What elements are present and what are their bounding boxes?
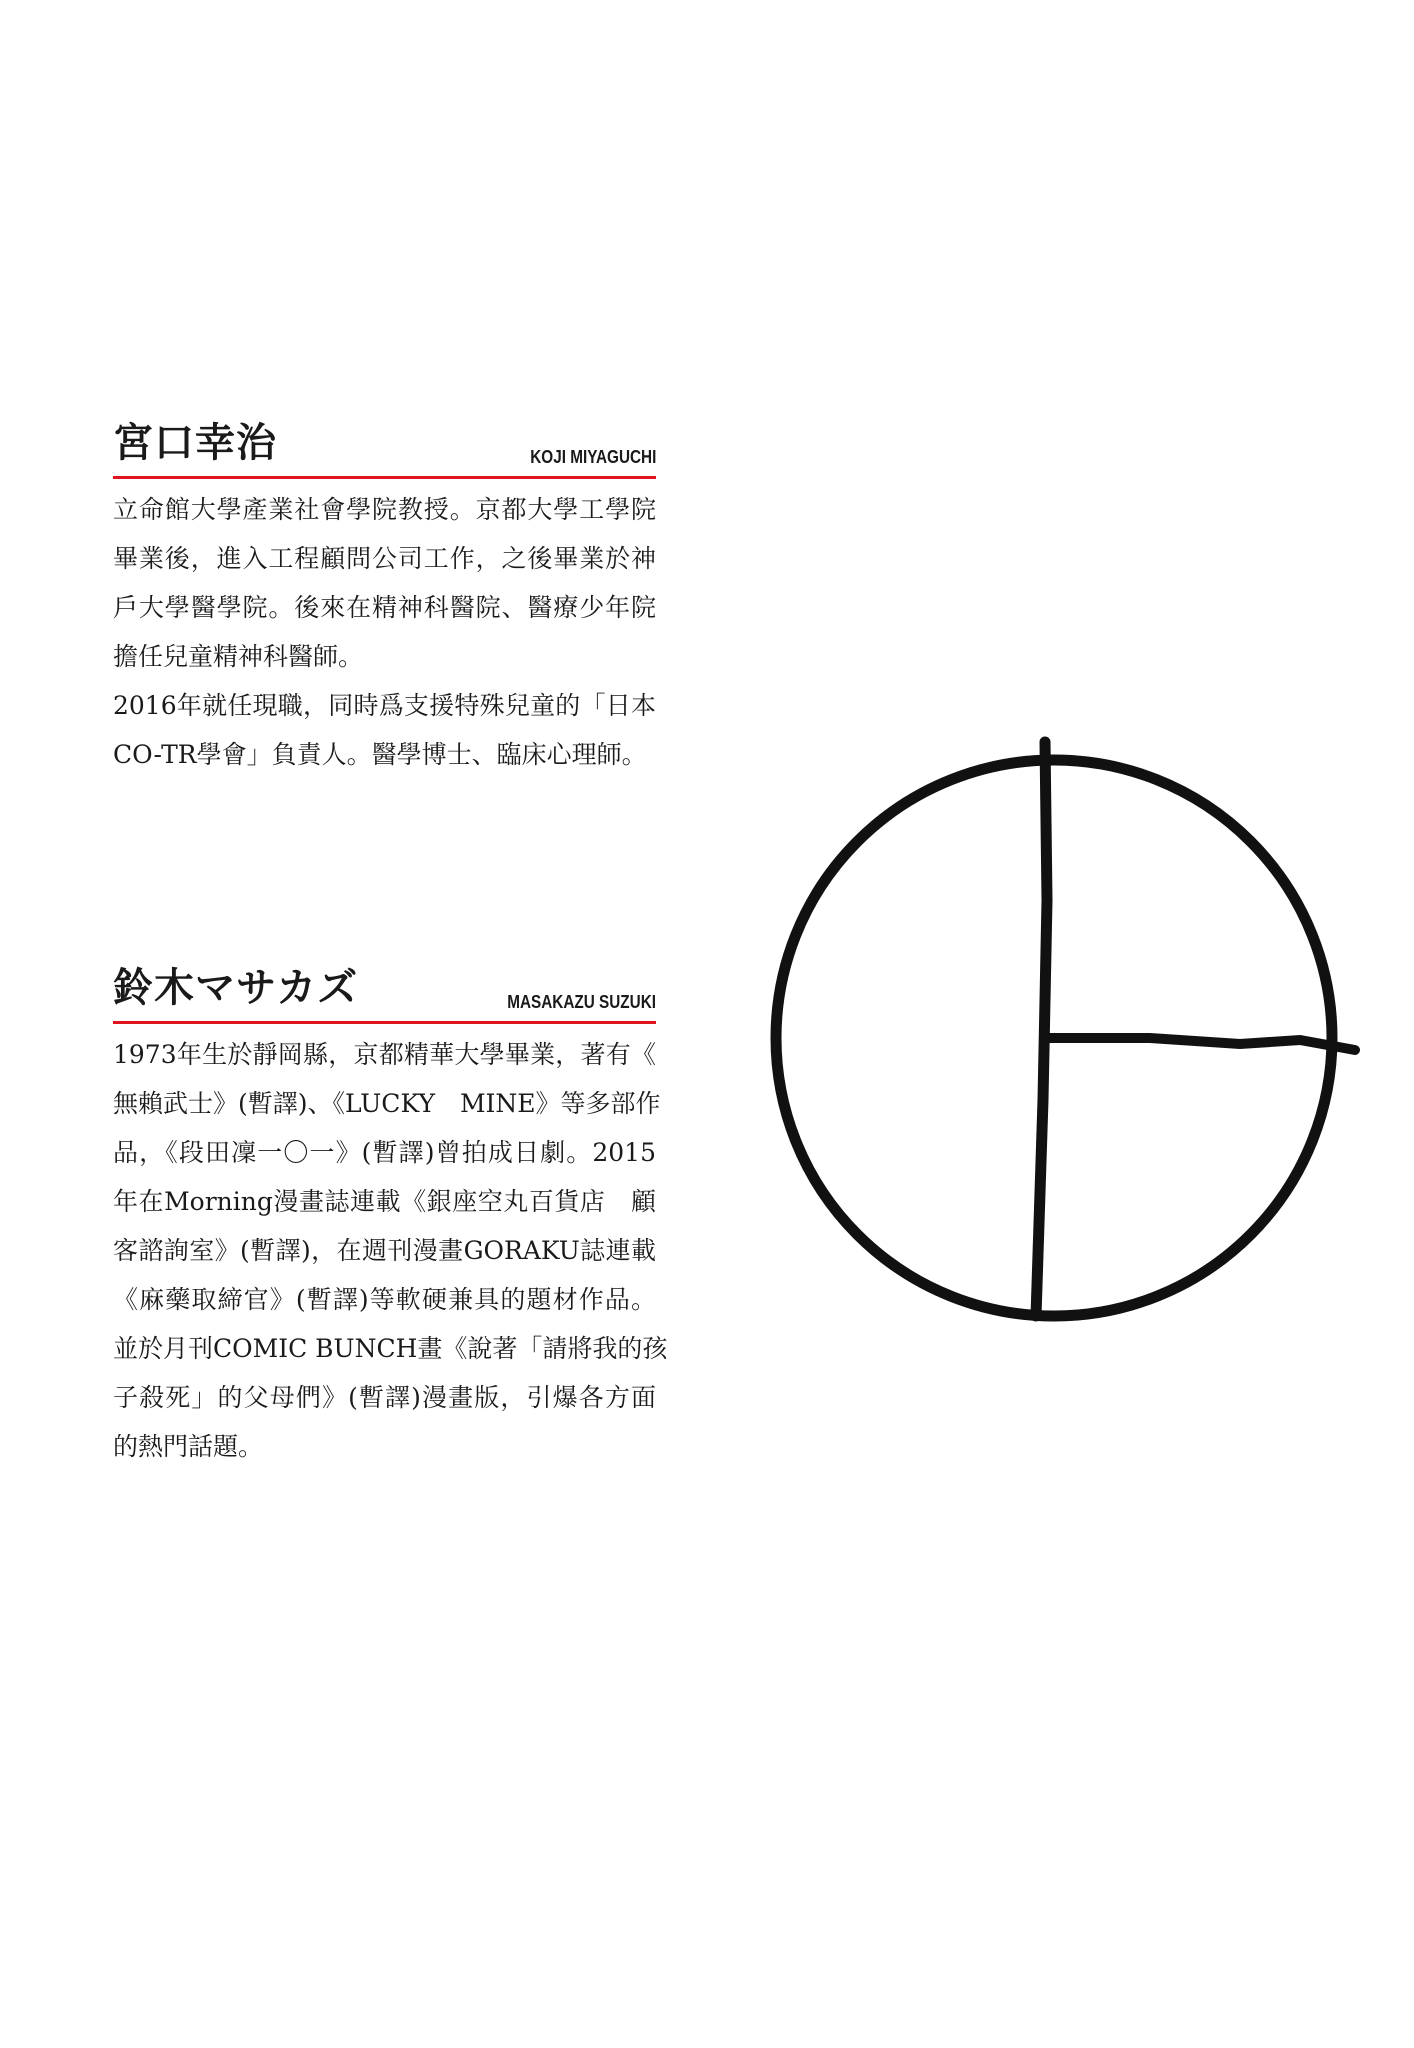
bio-line: 立命館大學產業社會學院教授。京都大學工學院 bbox=[113, 495, 656, 524]
bio-line: 畢業後，進入工程顧問公司工作，之後畢業於神 bbox=[113, 544, 656, 573]
bio-line: 《麻藥取締官》(暫譯)等軟硬兼具的題材作品。 bbox=[113, 1285, 656, 1314]
bio-line: 並於月刊COMIC BUNCH畫《說著「請將我的孩 bbox=[113, 1334, 668, 1363]
brush-horizontal-stroke bbox=[1048, 1038, 1355, 1050]
bio-line: 的熱門話題。 bbox=[113, 1432, 264, 1461]
bio-line: 擔任兒童精神科醫師。 bbox=[113, 642, 364, 671]
author-roman-name: MASAKAZU SUZUKI bbox=[507, 992, 656, 1012]
bio-line: 客諮詢室》(暫譯)，在週刊漫畫GORAKU誌連載 bbox=[113, 1236, 656, 1265]
author-name: 鈴木マサカズ bbox=[113, 964, 359, 1011]
bio-line: CO-TR學會」負責人。醫學博士、臨床心理師。 bbox=[113, 740, 647, 769]
bio-line: 戶大學醫學院。後來在精神科醫院、醫療少年院 bbox=[113, 593, 656, 622]
bio-line: 子殺死」的父母們》(暫譯)漫畫版，引爆各方面 bbox=[113, 1383, 656, 1412]
bio-line: 2016年就任現職，同時爲支援特殊兒童的「日本 bbox=[113, 691, 656, 720]
author-name: 宮口幸治 bbox=[113, 419, 277, 466]
author-roman-name: KOJI MIYAGUCHI bbox=[529, 447, 656, 467]
bio-line: 年在Morning漫畫誌連載《銀座空丸百貨店 顧 bbox=[113, 1187, 656, 1216]
bio-line: 1973年生於靜岡縣，京都精華大學畢業，著有《 bbox=[113, 1040, 656, 1069]
brush-vertical-stroke bbox=[1036, 742, 1047, 1316]
bio-line: 無賴武士》(暫譯)、《LUCKY MINE》等多部作 bbox=[113, 1089, 661, 1118]
bio-line: 品，《段田凜一〇一》(暫譯)曾拍成日劇。2015 bbox=[113, 1138, 656, 1167]
